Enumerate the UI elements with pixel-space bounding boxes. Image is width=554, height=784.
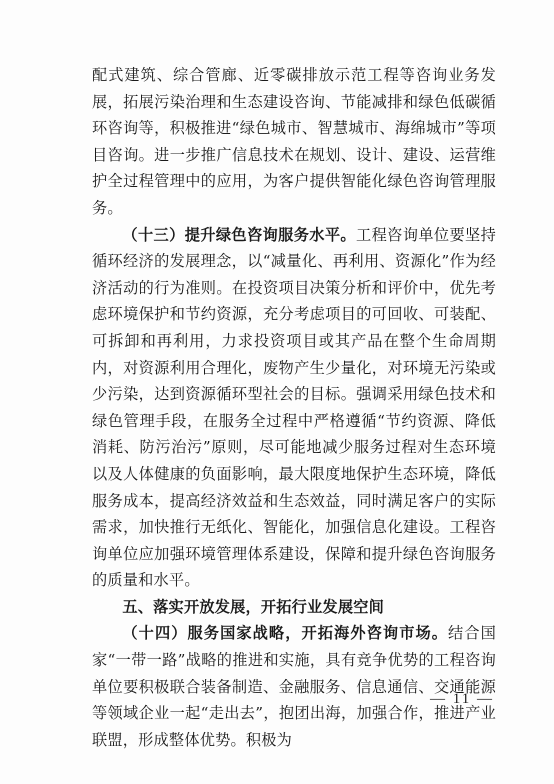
section-heading-5: 五、落实开放发展，开拓行业发展空间: [122, 597, 384, 616]
paragraph-text: 配式建筑、综合管廊、近零碳排放示范工程等咨询业务发展，拓展污染治理和生态建设咨询、节能减排和绿色低碳循环咨询等，积极推进“绿色城市、智慧城市、海绵城市”等项目咨询。进一步推广信息技术在规划、设计、建设、运营维护全过程管理中的应用，为客户提供智能化绿色咨询管理服务。: [92, 66, 496, 217]
paragraph-lead-14: （十四）服务国家战略，开拓海外咨询市场。: [122, 624, 449, 643]
paragraph-lead-13: （十三）提升绿色咨询服务水平。: [122, 225, 357, 244]
paragraph-14-overseas-market: [92, 620, 496, 753]
paragraph-text: 工程咨询单位要坚持循环经济的发展理念，以“减量化、再利用、资源化”作为经济活动的行为准则。在投资项目决策分析和评价中，优先考虑环境保护和节约资源，充分考虑项目的可回收、可装配、可拆卸和再利用，力求投资项目或其产品在整个生命周期内，对资源利用合理化，废物产生少量化，对环境无污染或少污染，达到资源循环型社会的目标。强调采用绿色技术和绿色管理手段，在服务全过程中严格遵循“节约资源、降低消耗、防污治污”原则，尽可能地减少服务过程对生态环境以及人体健康的负面影响，最大限度地保护生态环境，降低服务成本，提高经济效益和生态效益，同时满足客户的实际需求，加快推行无纸化、智能化，加强信息化建设。工程咨询单位应加强环境管理体系建设，保障和提升绿色咨询服务的质量和水平。: [92, 225, 496, 590]
paragraph-text: 结合国家“一带一路”战略的推进和实施，具有竞争优势的工程咨询单位要积极联合装备制造、金融服务、信息通信、交通能源等领域企业一起“走出去”，抱团出海，加强合作，推进产业联盟，形成整体优势。积极为: [92, 624, 496, 749]
page-number: — 11 —: [430, 691, 494, 707]
document-body: [92, 62, 496, 753]
paragraph-13-green-service: [92, 222, 496, 594]
paragraph-green-consulting-business: [92, 62, 496, 222]
